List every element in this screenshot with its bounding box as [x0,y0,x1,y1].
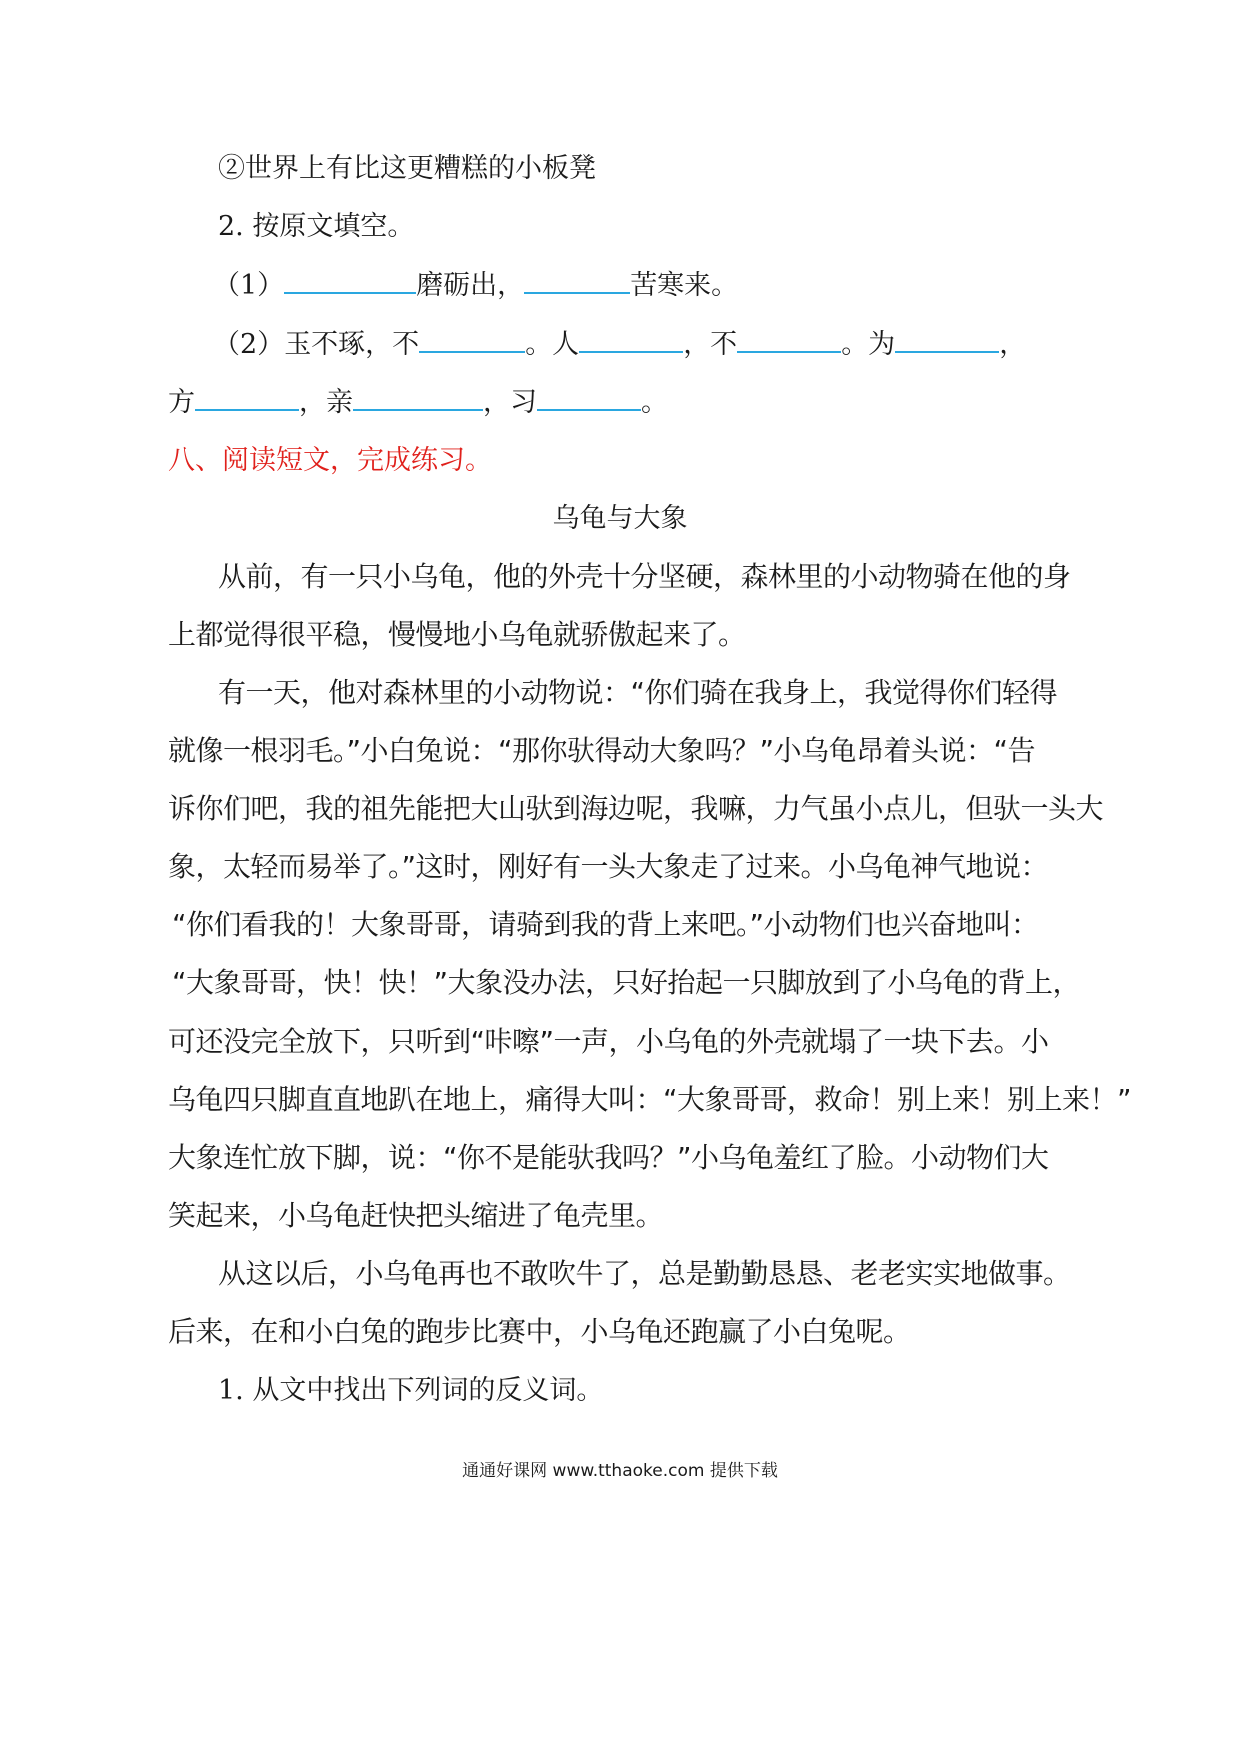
fill-2b-text-b: ，亲 [299,387,353,418]
fill-2-text-a: 玉不琢，不 [284,329,420,360]
fill-2b-text-d: 。 [641,387,668,418]
story-line: “大象哥哥，快！快！”大象没办法，只好抬起一只脚放到了小乌龟的背上， [172,966,1081,999]
fill-2-text-b: 。人 [525,329,580,360]
answer-blank[interactable] [353,389,483,411]
fill-blank-1 [213,263,738,302]
story-line: “你们看我的！大象哥哥，请骑到我的背上来吧。”小动物们也兴奋地叫： [172,908,1039,941]
fill-2-text-e: ， [999,329,1027,360]
answer-blank[interactable] [195,389,299,411]
fill-1-number: （1） [213,270,285,301]
fill-blank-2-line-2 [168,380,668,419]
answer-blank[interactable] [895,331,999,353]
story-line: 诉你们吧，我的祖先能把大山驮到海边呢，我嘛，力气虽小点儿，但驮一头大 [168,792,1104,825]
story-line: 后来，在和小白兔的跑步比赛中，小乌龟还跑赢了小白兔呢。 [168,1315,911,1348]
answer-blank[interactable] [419,331,525,353]
story-line: 象，太轻而易举了。”这时，刚好有一头大象走了过来。小乌龟神气地说： [168,850,1049,883]
fill-1-mid: 磨砺出， [416,270,525,301]
fill-2-text-c: ，不 [683,329,738,360]
fill-2b-text-a: 方 [168,387,195,418]
story-line: 可还没完全放下，只听到“咔嚓”一声，小乌龟的外壳就塌了一块下去。小 [168,1025,1049,1058]
fill-blank-2-line-1 [213,322,1026,361]
fill-1-end: 苦寒来。 [630,270,739,301]
story-line: 笑起来，小乌龟赶快把头缩进了龟壳里。 [168,1199,664,1232]
story-line: 上都觉得很平稳，慢慢地小乌龟就骄傲起来了。 [168,618,746,651]
answer-blank[interactable] [737,331,841,353]
story-line: 乌龟四只脚直直地趴在地上，痛得大叫：“大象哥哥，救命！别上来！别上来！” [168,1083,1132,1116]
section-heading: 八、阅读短文，完成练习。 [168,445,492,476]
story-title: 乌龟与大象 [552,503,688,534]
answer-blank[interactable] [537,389,641,411]
story-line: 从前，有一只小乌龟，他的外壳十分坚硬，森林里的小动物骑在他的身 [218,560,1071,593]
answer-blank[interactable] [524,272,630,294]
answer-blank[interactable] [284,272,416,294]
page-footer: 通通好课网 www.tthaoke.com 提供下载 [462,1461,778,1481]
story-line: 就像一根羽毛。”小白兔说：“那你驮得动大象吗？”小乌龟昂着头说：“告 [168,734,1036,767]
answer-blank[interactable] [579,331,683,353]
fill-2b-text-c: ，习 [483,387,537,418]
story-line: 大象连忙放下脚，说：“你不是能驮我吗？”小乌龟羞红了脸。小动物们大 [168,1141,1049,1174]
story-line: 有一天，他对森林里的小动物说：“你们骑在我身上，我觉得你们轻得 [218,676,1058,709]
question-1: 1. 从文中找出下列词的反义词。 [218,1375,604,1406]
item-2-text: ②世界上有比这更糟糕的小板凳 [218,153,596,184]
fill-2-text-d: 。为 [841,329,896,360]
story-line: 从这以后，小乌龟再也不敢吹牛了，总是勤勤恳恳、老老实实地做事。 [218,1257,1071,1290]
question-2: 2. 按原文填空。 [218,211,415,242]
fill-2-number: （2） [213,329,285,360]
